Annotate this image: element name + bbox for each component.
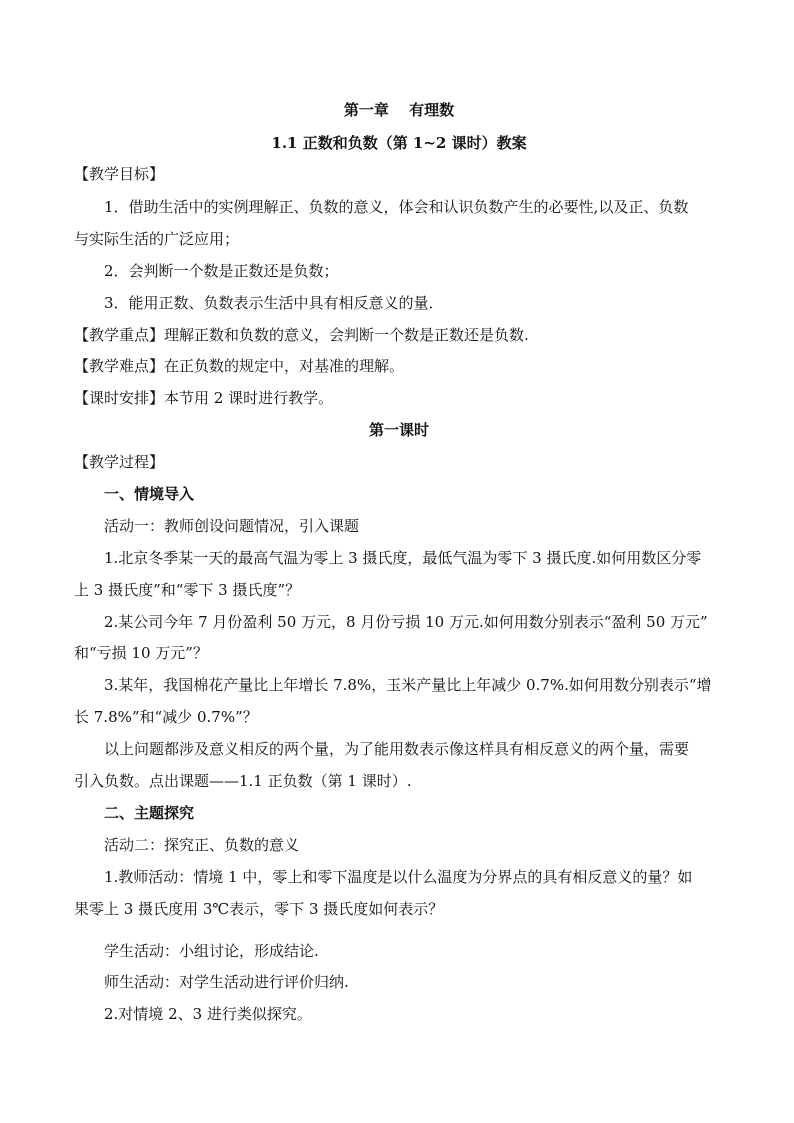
teaching-goals-heading: 【教学目标】 (74, 165, 165, 183)
question-1-line-1: 1.北京冬季某一天的最高气温为零上 3 摄氏度，最低气温为零下 3 摄氏度.如何用数区分零 (104, 549, 702, 567)
teacher-activity-line-2: 果零上 3 摄氏度用 3℃表示，零下 3 摄氏度如何表示？ (74, 900, 444, 918)
first-lesson-title: 第一课时 (368, 421, 429, 439)
question-3-line-1: 3.某年，我国棉花产量比上年增长 7.8%，玉米产量比上年减少 0.7%.如何用数分别表示“增 (104, 676, 712, 694)
lesson-plan-subtitle: 1.1 正数和负数（第 1~2 课时）教案 (271, 134, 527, 152)
summary-line-1: 以上问题都涉及意义相反的两个量，为了能用数表示像这样具有相反意义的两个量，需要 (104, 740, 690, 758)
question-2-line-2: 和“亏损 10 万元”？ (74, 644, 208, 662)
question-2-line-1: 2.某公司今年 7 月份盈利 50 万元，8 月份亏损 10 万元.如何用数分别表示“盈利 50 万元” (104, 613, 708, 631)
activity-2: 活动二：探究正、负数的意义 (104, 836, 300, 854)
goal-2: 2．会判断一个数是正数还是负数； (104, 262, 339, 280)
chapter-title: 第一章 有理数 (343, 101, 455, 119)
key-points: 【教学重点】理解正数和负数的意义，会判断一个数是正数还是负数. (74, 326, 529, 344)
part-2-title: 二、主题探究 (104, 804, 195, 822)
goal-1-line-2: 与实际生活的广泛应用； (74, 230, 240, 248)
question-1-line-2: 上 3 摄氏度”和“零下 3 摄氏度”？ (74, 581, 301, 599)
situation-exploration: 2.对情境 2、3 进行类似探究。 (104, 1005, 312, 1023)
goal-1-line-1: 1．借助生活中的实例理解正、负数的意义，体会和认识负数产生的必要性,以及正、负数 (104, 198, 689, 216)
activity-1: 活动一：教师创设问题情况，引入课题 (104, 517, 360, 535)
teacher-activity-line-1: 1.教师活动：情境 1 中，零上和零下温度是以什么温度为分界点的具有相反意义的量？如 (104, 868, 693, 886)
part-1-title: 一、情境导入 (104, 485, 195, 503)
teacher-student-activity: 师生活动：对学生活动进行评价归纳. (104, 973, 349, 991)
teaching-process-heading: 【教学过程】 (74, 453, 165, 471)
teaching-difficulties: 【教学难点】在正负数的规定中，对基准的理解。 (74, 357, 405, 375)
question-3-line-2: 长 7.8%”和“减少 0.7%”？ (74, 708, 258, 726)
class-schedule: 【课时安排】本节用 2 课时进行教学。 (74, 389, 334, 407)
goal-3: 3．能用正数、负数表示生活中具有相反意义的量． (104, 294, 444, 312)
student-activity: 学生活动：小组讨论，形成结论. (104, 942, 319, 960)
summary-line-2: 引入负数。点出课题——1.1 正负数（第 1 课时）. (74, 772, 412, 790)
